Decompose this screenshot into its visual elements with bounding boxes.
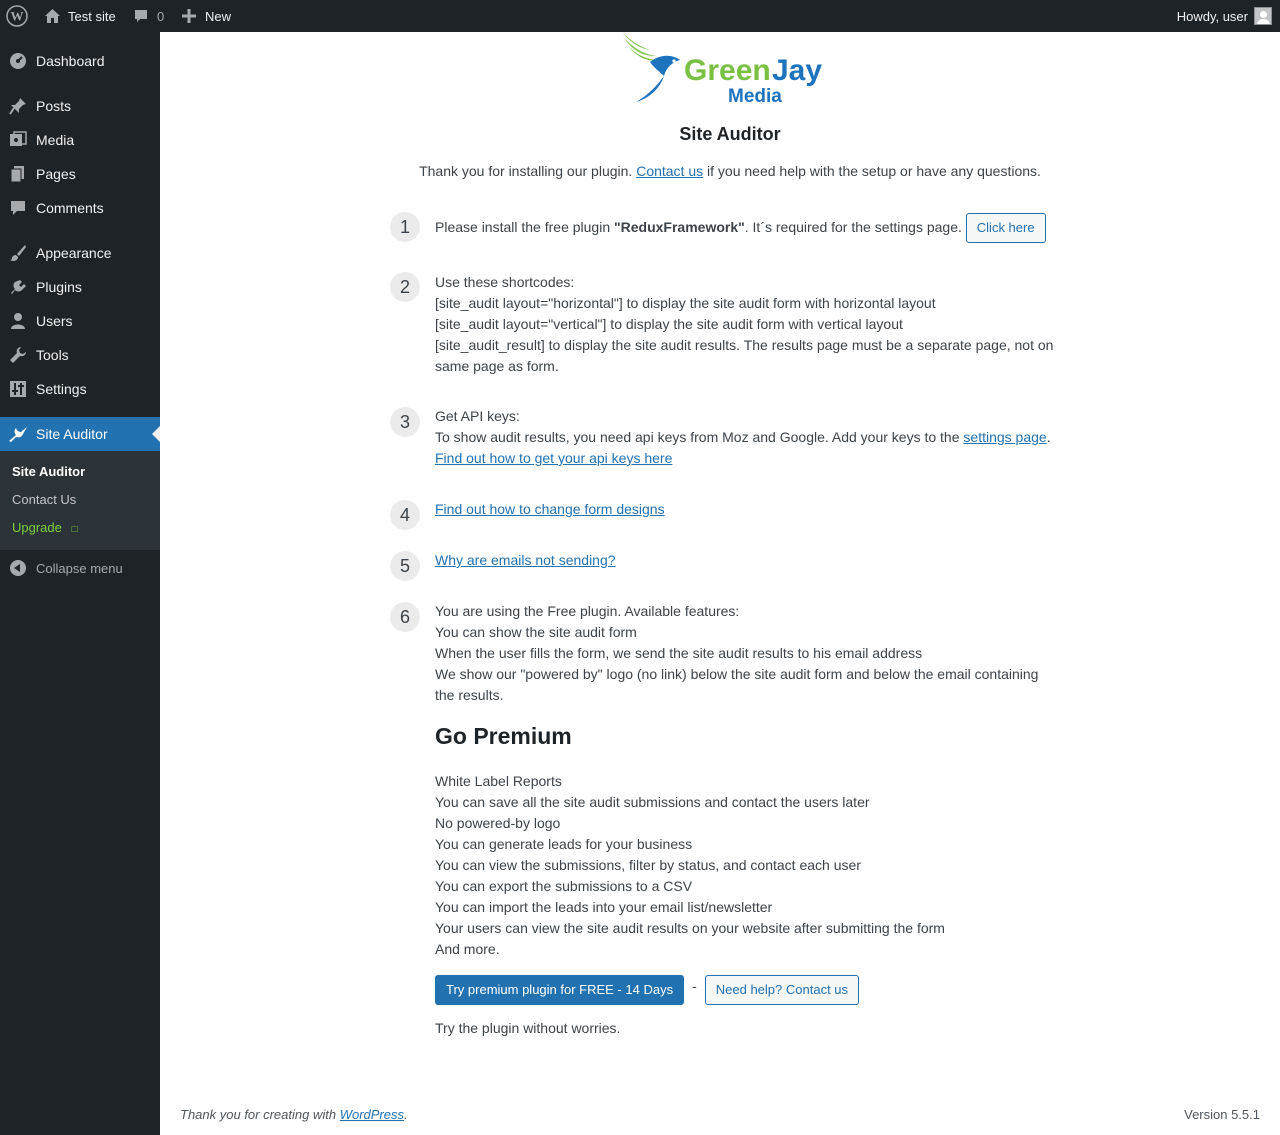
step-number-5: 5 <box>390 551 420 581</box>
sidebar-item-label: Media <box>36 132 75 148</box>
install-redux-button[interactable]: Click here <box>966 213 1046 243</box>
comment-icon <box>133 8 149 24</box>
step-3-text-post: . <box>1046 429 1051 445</box>
bird-icon <box>0 425 36 443</box>
plus-icon <box>182 9 196 23</box>
try-premium-button[interactable]: Try premium plugin for FREE - 14 Days <box>435 975 684 1005</box>
collapse-menu-button[interactable] <box>0 551 160 585</box>
go-premium-heading: Go Premium <box>435 723 572 749</box>
step-4-content <box>435 499 1060 520</box>
premium-feature: You can view the submissions, filter by status, and contact each user <box>435 857 861 873</box>
step-number-3: 3 <box>390 407 420 437</box>
sidebar-item-posts[interactable] <box>0 89 160 123</box>
site-name-link[interactable] <box>44 0 116 32</box>
step-number-1: 1 <box>390 212 420 242</box>
step-1-text-post: . It´s required for the settings page. <box>744 219 962 235</box>
logo-text-jay: Jay <box>772 54 823 87</box>
collapse-arrow-icon <box>10 560 26 576</box>
sidebar-item-label: Site Auditor <box>36 426 108 442</box>
premium-feature: You can import the leads into your email list/newsletter <box>435 899 773 915</box>
media-icon <box>0 131 36 149</box>
footer-thanks-post: . <box>404 1107 408 1122</box>
step-1-text-pre: Please install the free plugin <box>435 219 614 235</box>
collapse-label: Collapse menu <box>36 560 123 576</box>
upgrade-label: Upgrade <box>12 520 62 535</box>
submenu-upgrade[interactable] <box>12 520 78 535</box>
sidebar-item-label: Comments <box>36 200 104 216</box>
contact-us-link[interactable]: Contact us <box>636 163 704 179</box>
pin-icon <box>0 97 36 115</box>
brush-icon <box>0 244 36 262</box>
page-title: Site Auditor <box>679 124 781 144</box>
step-2-line: [site_audit layout="vertical"] to display the site audit form with vertical layout <box>435 316 903 332</box>
premium-feature: Your users can view the site audit results on your website after submitting the form <box>435 920 945 936</box>
step-number-4: 4 <box>390 500 420 530</box>
sidebar-item-label: Users <box>36 313 73 329</box>
step-2-line: [site_audit layout="horizontal"] to display the site audit form with horizontal layout <box>435 295 936 311</box>
emails-not-sending-link[interactable]: Why are emails not sending? <box>435 552 616 568</box>
sidebar-item-comments[interactable] <box>0 191 160 225</box>
submenu-site-auditor[interactable]: Site Auditor <box>12 464 86 479</box>
step-3-content <box>435 406 1060 469</box>
intro-text <box>160 163 1280 179</box>
step-6-content <box>435 601 1060 706</box>
admin-sidebar <box>0 32 160 1135</box>
premium-actions <box>435 975 859 1005</box>
settings-page-link[interactable]: settings page <box>963 429 1047 445</box>
comments-count: 0 <box>157 8 165 24</box>
site-name: Test site <box>68 8 116 24</box>
premium-feature: White Label Reports <box>435 773 562 789</box>
logo-text-green: Green <box>684 54 771 87</box>
dashboard-icon <box>0 52 36 70</box>
intro-post: if you need help with the setup or have any questions. <box>707 163 1041 179</box>
step-2-line: [site_audit_result] to display the site audit results. The results page must be a separate page, not on same page as form. <box>435 337 1054 374</box>
premium-feature: No powered-by logo <box>435 815 561 831</box>
sidebar-item-dashboard[interactable] <box>0 44 160 78</box>
footer-thanks-pre: Thank you for creating with <box>180 1107 340 1122</box>
main-content <box>160 32 1280 1135</box>
new-content-link[interactable] <box>182 0 231 32</box>
step-3-line: Get API keys: <box>435 408 520 424</box>
need-help-button[interactable]: Need help? Contact us <box>705 975 859 1005</box>
sidebar-item-media[interactable] <box>0 123 160 157</box>
sidebar-item-site-auditor[interactable] <box>0 417 160 451</box>
free-feature-line: When the user fills the form, we send the site audit results to his email address <box>435 645 923 661</box>
comments-link[interactable] <box>133 0 164 32</box>
step-3-text-pre: To show audit results, you need api keys from Moz and Google. Add your keys to the <box>435 429 964 445</box>
step-2-content <box>435 272 1060 377</box>
step-2-line: Use these shortcodes: <box>435 274 575 290</box>
premium-feature: And more. <box>435 941 500 957</box>
sidebar-item-settings[interactable] <box>0 372 160 406</box>
sidebar-item-label: Pages <box>36 166 76 182</box>
sidebar-item-label: Dashboard <box>36 53 105 69</box>
step-1-content <box>435 212 1135 243</box>
free-feature-line: You are using the Free plugin. Available features: <box>435 603 740 619</box>
sidebar-item-label: Tools <box>36 347 69 363</box>
submenu-contact-us[interactable]: Contact Us <box>12 492 77 507</box>
step-number-2: 2 <box>390 272 420 302</box>
sidebar-item-tools[interactable] <box>0 338 160 372</box>
form-designs-link[interactable]: Find out how to change form designs <box>435 501 665 517</box>
intro-pre: Thank you for installing our plugin. <box>419 163 633 179</box>
sidebar-item-appearance[interactable] <box>0 236 160 270</box>
free-feature-line: You can show the site audit form <box>435 624 637 640</box>
comment-icon <box>0 199 36 217</box>
step-3-line <box>435 427 1060 448</box>
wordpress-link[interactable]: WordPress <box>339 1107 404 1122</box>
api-keys-help-link[interactable]: Find out how to get your api keys here <box>435 450 673 466</box>
wordpress-logo-icon[interactable] <box>6 0 28 32</box>
plugin-icon <box>0 278 36 296</box>
no-worries-text: Try the plugin without worries. <box>435 1020 621 1036</box>
admin-bar <box>0 0 1280 32</box>
user-icon <box>0 312 36 330</box>
sidebar-item-pages[interactable] <box>0 157 160 191</box>
premium-feature: You can save all the site audit submissions and contact the users later <box>435 794 870 810</box>
step-number-6: 6 <box>390 602 420 632</box>
logo-text-media: Media <box>728 86 782 106</box>
button-separator: - <box>692 978 697 994</box>
step-5-content <box>435 550 1060 571</box>
redux-name: "ReduxFramework" <box>614 219 745 235</box>
footer-thanks <box>180 1107 408 1122</box>
new-label: New <box>205 8 232 24</box>
premium-features-list <box>435 771 1060 960</box>
pages-icon <box>0 165 36 183</box>
green-jay-media-logo <box>620 32 842 106</box>
footer-version: Version 5.5.1 <box>1184 1107 1260 1122</box>
howdy-text: Howdy, user <box>1176 8 1248 24</box>
sidebar-item-plugins[interactable] <box>0 270 160 304</box>
svg-text:W: W <box>10 8 24 24</box>
wrench-icon <box>0 346 36 364</box>
sidebar-item-label: Appearance <box>36 245 112 261</box>
sidebar-item-users[interactable] <box>0 304 160 338</box>
premium-feature: You can generate leads for your business <box>435 836 693 852</box>
premium-feature: You can export the submissions to a CSV <box>435 878 693 894</box>
sidebar-item-label: Plugins <box>36 279 82 295</box>
settings-icon <box>0 380 36 398</box>
my-account[interactable] <box>1177 0 1272 32</box>
free-feature-line: We show our "powered by" logo (no link) below the site audit form and below the email containing the results. <box>435 666 1039 703</box>
home-icon <box>44 8 61 24</box>
avatar <box>1254 7 1272 25</box>
sidebar-item-label: Posts <box>36 98 72 114</box>
sidebar-item-label: Settings <box>36 381 87 397</box>
external-link-icon: □ <box>71 524 78 535</box>
